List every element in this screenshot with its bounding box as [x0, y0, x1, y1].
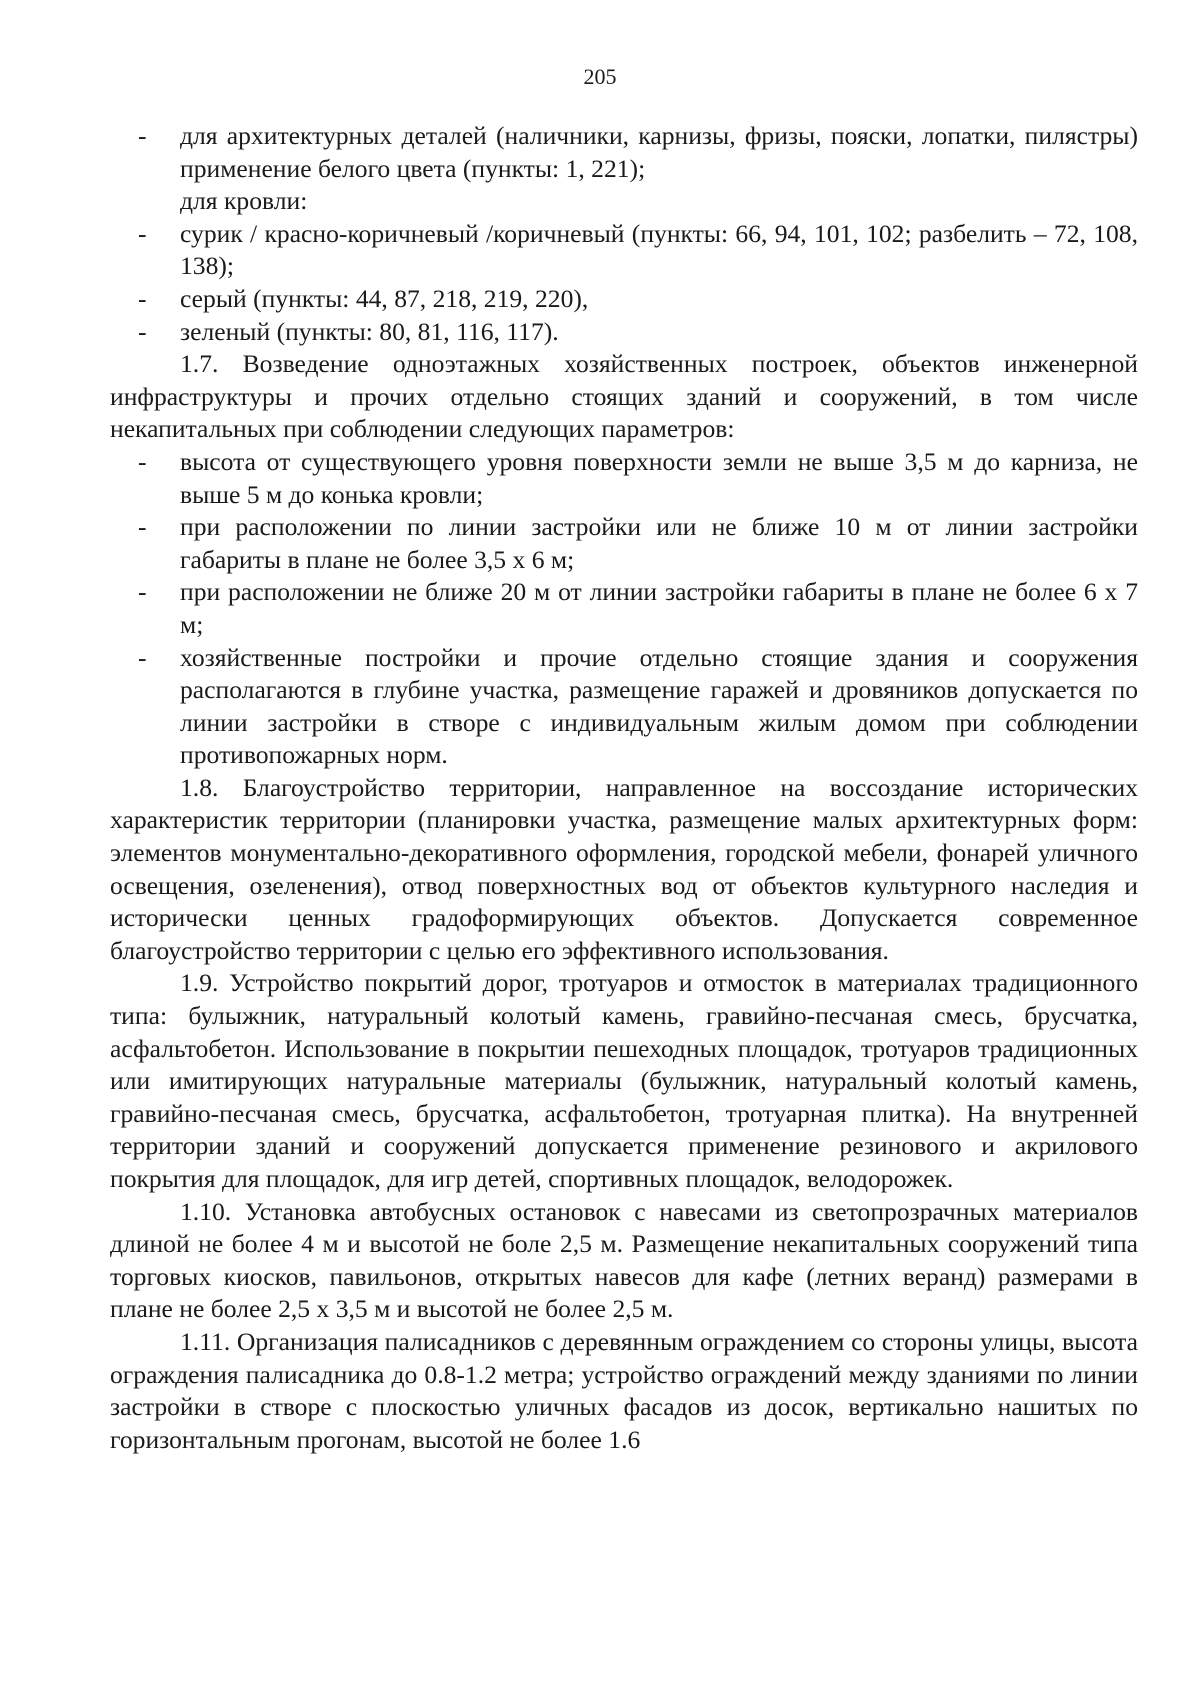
- bullet-item-roof-gray: [110, 283, 1138, 316]
- roof-label: для кровли:: [180, 186, 308, 216]
- bullet-text: при расположении по линии застройки или не ближе 10 м от линии застройки габариты в плане не более 3,5 х 6 м;: [180, 512, 1138, 574]
- bullet-item-architectural-details: [110, 120, 1138, 185]
- bullet-text: при расположении не ближе 20 м от линии застройки габариты в плане не более 6 х 7 м;: [180, 577, 1138, 639]
- paragraph-1-9: 1.9. Устройство покрытий дорог, тротуаров и отмосток в материалах традиционного типа: булыжник, натуральный колотый камень, гравийно-песчаная смесь, брусчатка, асфальтобетон. Использование в покрытии пешеходных площадок, тротуаров традиционных или имитирующих натуральные материалы (булыжник, натуральный колотый камень, гравийно-песчаная смесь, брусчатка, асфальтобетон, тротуарная плитка). На внутренней территории зданий и сооружений допускается применение резинового и акрилового покрытия для площадок, для игр детей, спортивных площадок, велодорожек.: [110, 968, 1138, 1193]
- bullet-text: зеленый (пункты: 80, 81, 116, 117).: [180, 316, 559, 346]
- document-body: [110, 120, 1138, 1456]
- bullet-text: высота от существующего уровня поверхности земли не выше 3,5 м до карниза, не выше 5 м до конька кровли;: [180, 446, 1138, 509]
- bullet-dash: -: [138, 283, 147, 313]
- bullet-dash: -: [138, 218, 147, 248]
- bullet-item-outbuildings: [110, 642, 1138, 772]
- paragraph-1-7: 1.7. Возведение одноэтажных хозяйственных построек, объектов инженерной инфраструктуры и прочих отдельно стоящих зданий и сооружений, в том числе некапитальных при соблюдении следующих параметров:: [110, 349, 1138, 444]
- bullet-item-dimensions-20m: [110, 576, 1138, 641]
- bullet-dash: -: [138, 577, 147, 607]
- bullet-text: сурик / красно-коричневый /коричневый (пункты: 66, 94, 101, 102; разбелить – 72, 108, 138);: [180, 218, 1138, 281]
- bullet-item-dimensions-10m: [110, 511, 1138, 576]
- page-number: 205: [583, 64, 617, 89]
- bullet-dash: -: [138, 121, 147, 150]
- paragraph-1-10: 1.10. Установка автобусных остановок с навесами из светопрозрачных материалов длиной не более 4 м и высотой не боле 2,5 м. Размещение некапитальных сооружений типа торговых киосков, павильонов, открытых навесов для кафе (летних веранд) размерами в плане не более 2,5 х 3,5 м и высотой не более 2,5 м.: [110, 1196, 1138, 1324]
- bullet-dash: -: [138, 642, 147, 672]
- paragraph-1-11: 1.11. Организация палисадников с деревянным ограждением со стороны улицы, высота ограждения палисадника до 0.8-1.2 метра; устройство ограждений между зданиями по линии застройки в створе с плоскостью уличных фасадов из досок, вертикально нашитых по горизонтальным прогонам, высотой не более 1.6: [110, 1326, 1138, 1454]
- paragraph-1-8: 1.8. Благоустройство территории, направленное на воссоздание исторических характеристик территории (планировки участка, размещение малых архитектурных форм: элементов монументально-декоративного оформления, городской мебели, фонарей уличного освещения, озеленения), отвод поверхностных вод от объектов культурного наследия и исторически ценных градоформирующих объектов. Допускается современное благоустройство территории с целью его эффективного использования.: [110, 772, 1138, 965]
- bullet-text: для архитектурных деталей (наличники, карнизы, фризы, пояски, лопатки, пилястры) применение белого цвета (пункты: 1, 221);: [180, 121, 1138, 183]
- bullet-item-height: [110, 446, 1138, 511]
- bullet-dash: -: [138, 316, 147, 346]
- bullet-item-roof-green: [110, 316, 1138, 349]
- bullet-dash: -: [138, 512, 147, 542]
- bullet-text: хозяйственные постройки и прочие отдельно стоящие здания и сооружения располагаются в глубине участка, размещение гаражей и дровяников допускается по линии застройки в створе с индивидуальным жилым домом при соблюдении противопожарных норм.: [180, 642, 1138, 770]
- bullet-dash: -: [138, 446, 147, 476]
- bullet-text: серый (пункты: 44, 87, 218, 219, 220),: [180, 283, 589, 313]
- bullet-item-roof-brown: [110, 218, 1138, 283]
